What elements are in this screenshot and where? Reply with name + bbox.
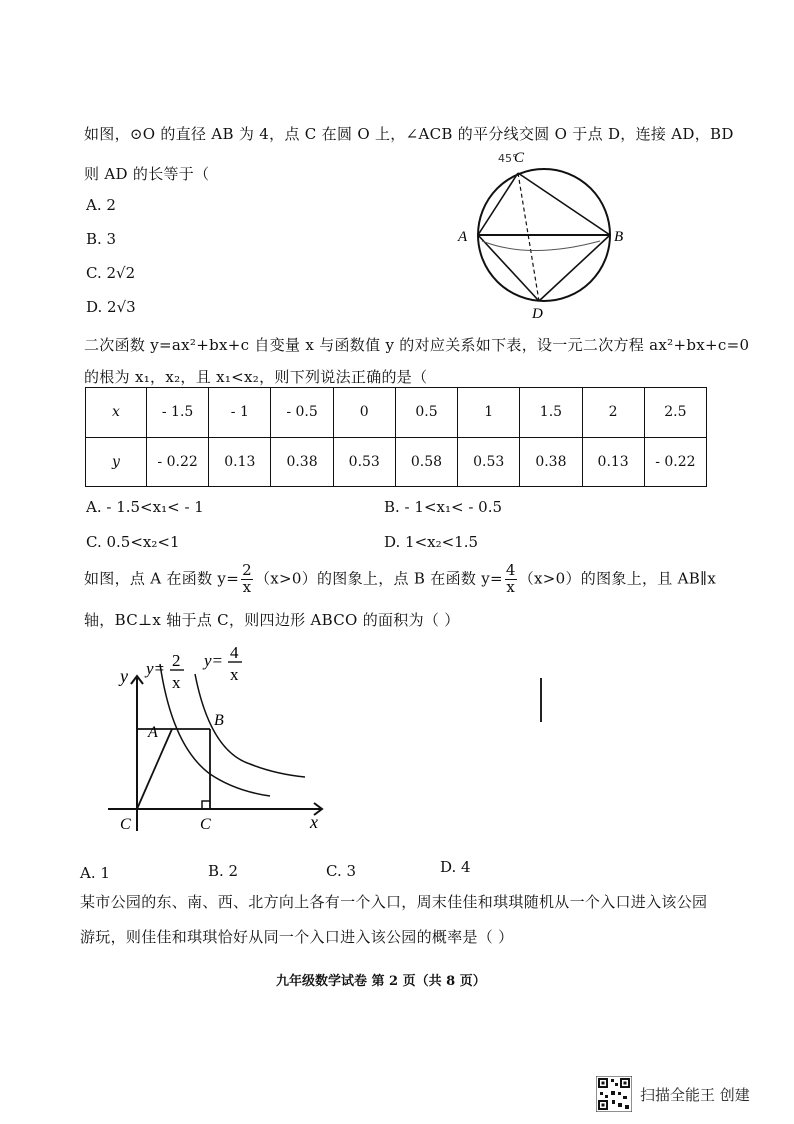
- q-circle-option-d: D. 2√3: [86, 298, 136, 316]
- q-quadratic-stem-line1: 二次函数 y=ax²+bx+c 自变量 x 与函数值 y 的对应关系如下表，设一元二次方程 ax²+bx+c=0: [84, 336, 750, 354]
- label-y-axis: y: [120, 666, 128, 686]
- segment-oa: [137, 729, 172, 809]
- table-cell: - 1: [209, 388, 271, 438]
- q-park-stem-line2: 游玩，则佳佳和琪琪恰好从同一个入口进入该公园的概率是（ ）: [80, 928, 514, 946]
- table-cell: 0.58: [395, 437, 457, 487]
- table-cell: 0.53: [458, 437, 520, 487]
- q-hyperbola-option-b: B. 2: [208, 862, 239, 880]
- table-cell: 2: [582, 388, 644, 438]
- table-row-y: [86, 437, 707, 487]
- table-cell: 0.38: [271, 437, 333, 487]
- q-quadratic-stem-line2: 的根为 x₁，x₂，且 x₁<x₂，则下列说法正确的是（: [84, 368, 428, 386]
- label-point-b: B: [214, 712, 224, 729]
- table-cell: - 1.5: [147, 388, 209, 438]
- curve-y-4-over-x: [195, 674, 305, 777]
- scan-mark: [540, 678, 542, 722]
- q-circle-option-a: A. 2: [86, 196, 116, 214]
- table-cell: 2.5: [644, 388, 706, 438]
- sketch-mark: [482, 241, 600, 251]
- label-origin: C: [120, 816, 131, 833]
- circle-figure: [440, 140, 650, 320]
- q-circle-option-b: B. 3: [86, 230, 117, 248]
- table-header-x: x: [86, 388, 147, 438]
- q-hyperbola-text-b: （x>0）的图象上，点 B 在函数 y=: [254, 569, 503, 588]
- label-f2-den: x: [230, 665, 239, 684]
- label-point-a: A: [148, 724, 158, 741]
- label-f1-num: 2: [172, 651, 181, 670]
- label-f2-num: 4: [230, 643, 239, 662]
- table-cell: 0.13: [209, 437, 271, 487]
- table-cell: - 0.5: [271, 388, 333, 438]
- label-c: C: [514, 150, 525, 166]
- hyperbola-figure: [100, 636, 340, 836]
- page-footer: 九年级数学试卷 第 2 页（共 8 页）: [276, 974, 486, 989]
- q-hyperbola-option-d: D. 4: [440, 858, 471, 876]
- table-cell: 1.5: [520, 388, 582, 438]
- fraction-4-over-x: $\frac{4}{x}$: [505, 561, 516, 596]
- table-row-x: [86, 388, 707, 438]
- q-hyperbola-option-a: A. 1: [80, 864, 110, 882]
- q-quadratic-option-b: B. - 1<x₁< - 0.5: [384, 498, 503, 516]
- table-cell: - 0.22: [644, 437, 706, 487]
- q-quadratic-option-c: C. 0.5<x₂<1: [86, 533, 180, 551]
- q-quadratic-option-d: D. 1<x₂<1.5: [384, 533, 479, 551]
- q-circle-option-c: C. 2√2: [86, 264, 136, 282]
- q-circle-stem-line1: 如图，⊙O 的直径 AB 为 4，点 C 在圆 O 上，∠ACB 的平分线交圆 O 于点 D，连接 AD，BD: [84, 125, 734, 143]
- table-header-y: y: [86, 437, 147, 487]
- label-f2-prefix: y=: [204, 651, 224, 670]
- segment-cb: [518, 173, 610, 235]
- right-angle-mark: [202, 801, 210, 809]
- q-hyperbola-stem-line2: 轴，BC⊥x 轴于点 C，则四边形 ABCO 的面积为（ ）: [84, 611, 460, 629]
- label-b: B: [614, 229, 624, 245]
- q-hyperbola-stem-line1: [84, 563, 716, 596]
- table-cell: 0: [333, 388, 395, 438]
- table-cell: 0.5: [395, 388, 457, 438]
- table-cell: - 0.22: [147, 437, 209, 487]
- segment-bd: [539, 235, 610, 301]
- fraction-2-over-x: $\frac{2}{x}$: [242, 561, 252, 596]
- q-park-stem-line1: 某市公园的东、南、西、北方向上各有一个入口，周末佳佳和琪琪随机从一个入口进入该公园: [80, 893, 708, 911]
- q-hyperbola-text-a: 如图，点 A 在函数 y=: [84, 569, 240, 588]
- label-point-c: C: [200, 816, 211, 833]
- table-cell: 0.13: [582, 437, 644, 487]
- q-hyperbola-text-c: （x>0）的图象上，且 AB∥x: [518, 569, 717, 588]
- qr-code-icon: [596, 1076, 632, 1112]
- label-a: A: [458, 229, 468, 245]
- label-d: D: [532, 306, 543, 320]
- q-circle-stem-line2: 则 AD 的长等于（: [84, 165, 210, 183]
- scanner-watermark: 扫描全能王 创建: [640, 1086, 750, 1104]
- table-cell: 1: [458, 388, 520, 438]
- table-cell: 0.53: [333, 437, 395, 487]
- q-hyperbola-option-c: C. 3: [326, 862, 357, 880]
- label-f1-prefix: y=: [146, 659, 166, 678]
- q-quadratic-option-a: A. - 1.5<x₁< - 1: [86, 498, 204, 516]
- label-f1-den: x: [172, 673, 181, 692]
- value-table: [85, 387, 707, 487]
- handwritten-angle-note: 45°: [498, 152, 518, 165]
- table-cell: 0.38: [520, 437, 582, 487]
- segment-ac: [478, 173, 518, 235]
- label-x-axis: x: [310, 812, 318, 832]
